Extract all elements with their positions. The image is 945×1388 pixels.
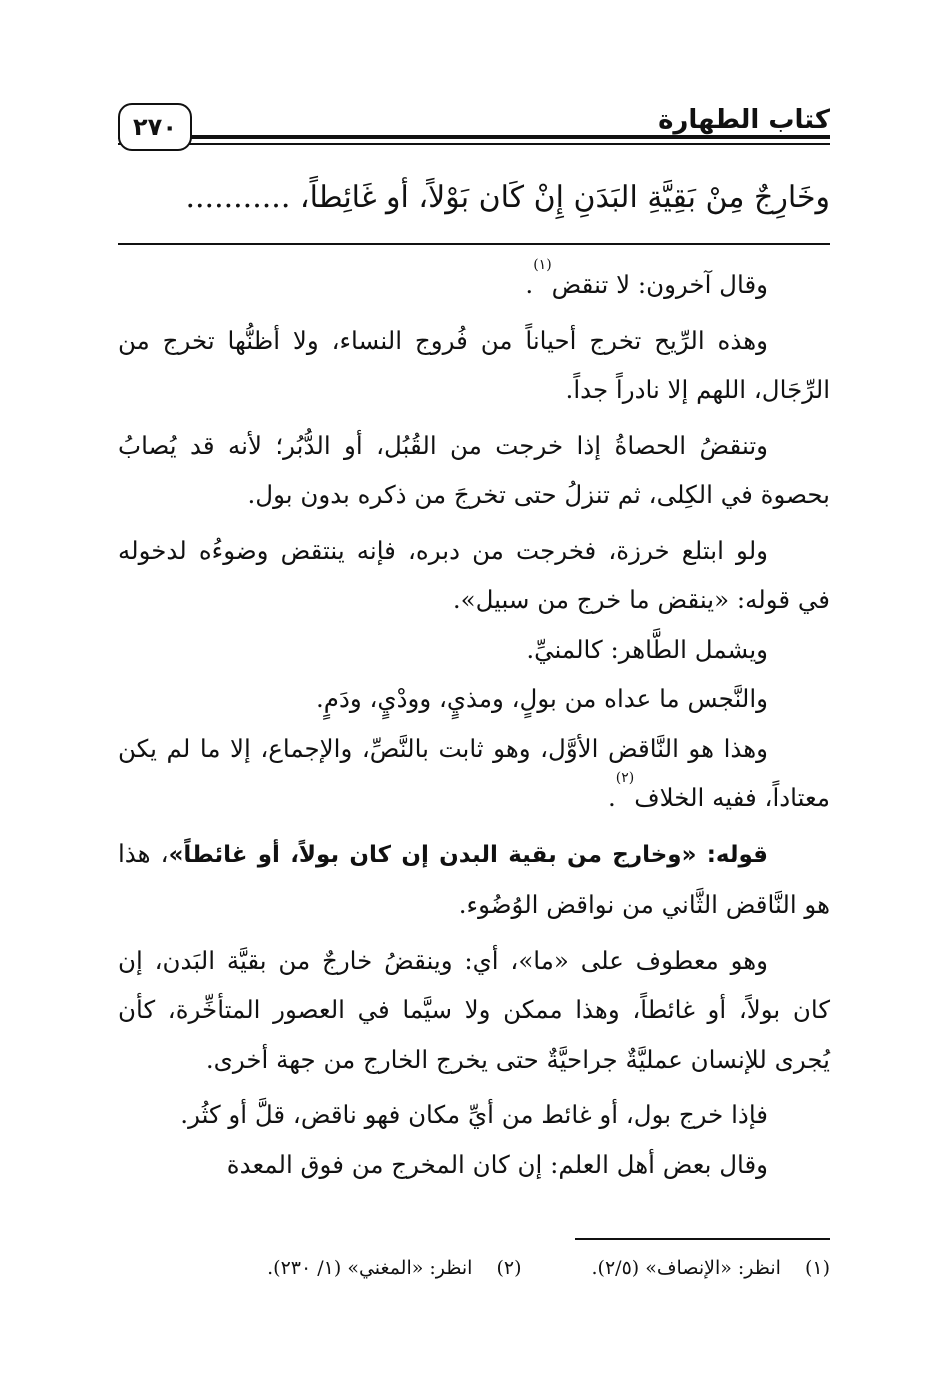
matn-divider (118, 243, 830, 245)
paragraph-8 (118, 829, 830, 930)
footnote-divider (575, 1238, 830, 1240)
paragraph-1 (118, 257, 830, 310)
footnote-1-text: انظر: «الإنصاف» (٢/٥). (591, 1257, 781, 1279)
paragraph-7-text: وهذا هو النَّاقض الأوَّل، وهو ثابت بالنَّصِّ، والإجماع، إلا ما لم يكن معتاداً، ففيه الخلاف (118, 733, 830, 812)
commentary-body (118, 257, 830, 1189)
paragraph-1-end: . (525, 270, 534, 299)
footnote-1-number: (١) (804, 1257, 830, 1279)
paragraph-3: وتنقضُ الحصاةُ إذا خرجت من القُبُل، أو الدُّبُر؛ لأنه قد يُصابُ بحصوة في الكِلى، ثم تنزلُ حتى تخرجَ من ذكره بدون بول. (118, 430, 830, 509)
footnote-1 (592, 1250, 830, 1286)
paragraph-2: وهذه الرِّيح تخرج أحياناً من فُروج النساء، ولا أظنُّها تخرج من الرِّجَال، اللهم إلا نادراً جداً. (118, 325, 830, 404)
paragraph-7 (118, 724, 830, 823)
header-rule-thick (118, 135, 830, 139)
paragraph-4: ولو ابتلع خرزة، فخرجت من دبره، فإنه ينتقض وضوءُه لدخوله في قوله: «ينقض ما خرج من سبيل». (118, 535, 830, 614)
paragraph-10: فإذا خرج بول، أو غائط من أيِّ مكان فهو ناقض، قلَّ أو كثُر. (180, 1100, 768, 1129)
paragraph-11: وقال بعض أهل العلم: إن كان المخرج من فوق المعدة (226, 1149, 768, 1179)
footnote-2 (267, 1250, 521, 1286)
footnote-ref-2[interactable]: (٢) (615, 770, 635, 786)
paragraph-5: ويشمل الطَّاهر: كالمنيِّ. (526, 634, 768, 664)
footnote-2-number: (٢) (496, 1257, 522, 1279)
paragraph-9: وهو معطوف على «ما»، أي: وينقضُ خارجٌ من بقيَّة البَدن، إن كان بولاً، أو غائطاً، وهذا ممكن ولا سيَّما في العصور المتأخِّرة، كأن يُجرى للإنسان عمليَّةٌ جراحيَّةٌ حتى يخرج الخارج من جهة أخرى. (118, 945, 830, 1074)
paragraph-6: والنَّجس ما عداه من بولٍ، ومذيٍ، وودْيٍ، ودَمٍ. (316, 684, 768, 713)
footnote-2-text: انظر: «المغني» (١/ ٢٣٠). (267, 1257, 473, 1279)
quoted-matn: قوله: «وخارج من بقية البدن إن كان بولاً، أو غائطاً» (168, 841, 768, 868)
paragraph-7-end: . (607, 783, 616, 812)
page-number: ٢٧٠ (118, 103, 192, 151)
matn-line: وخَارِجٌ مِنْ بَقِيَّةِ البَدَنِ إِنْ كَان بَوْلاً، أو غَائِطاً، ........... (185, 180, 830, 215)
footnote-ref-1[interactable]: (١) (533, 257, 552, 273)
page-header (118, 103, 830, 159)
running-title: كتاب الطهارة (658, 105, 830, 135)
header-rule-thin (118, 143, 830, 145)
footnotes (118, 1250, 830, 1286)
paragraph-8-text: ، هذا هو النَّاقض الثَّاني من نواقض الوُضُوء. (118, 838, 830, 919)
paragraph-1-text: وقال آخرون: لا تنقض (551, 270, 768, 299)
